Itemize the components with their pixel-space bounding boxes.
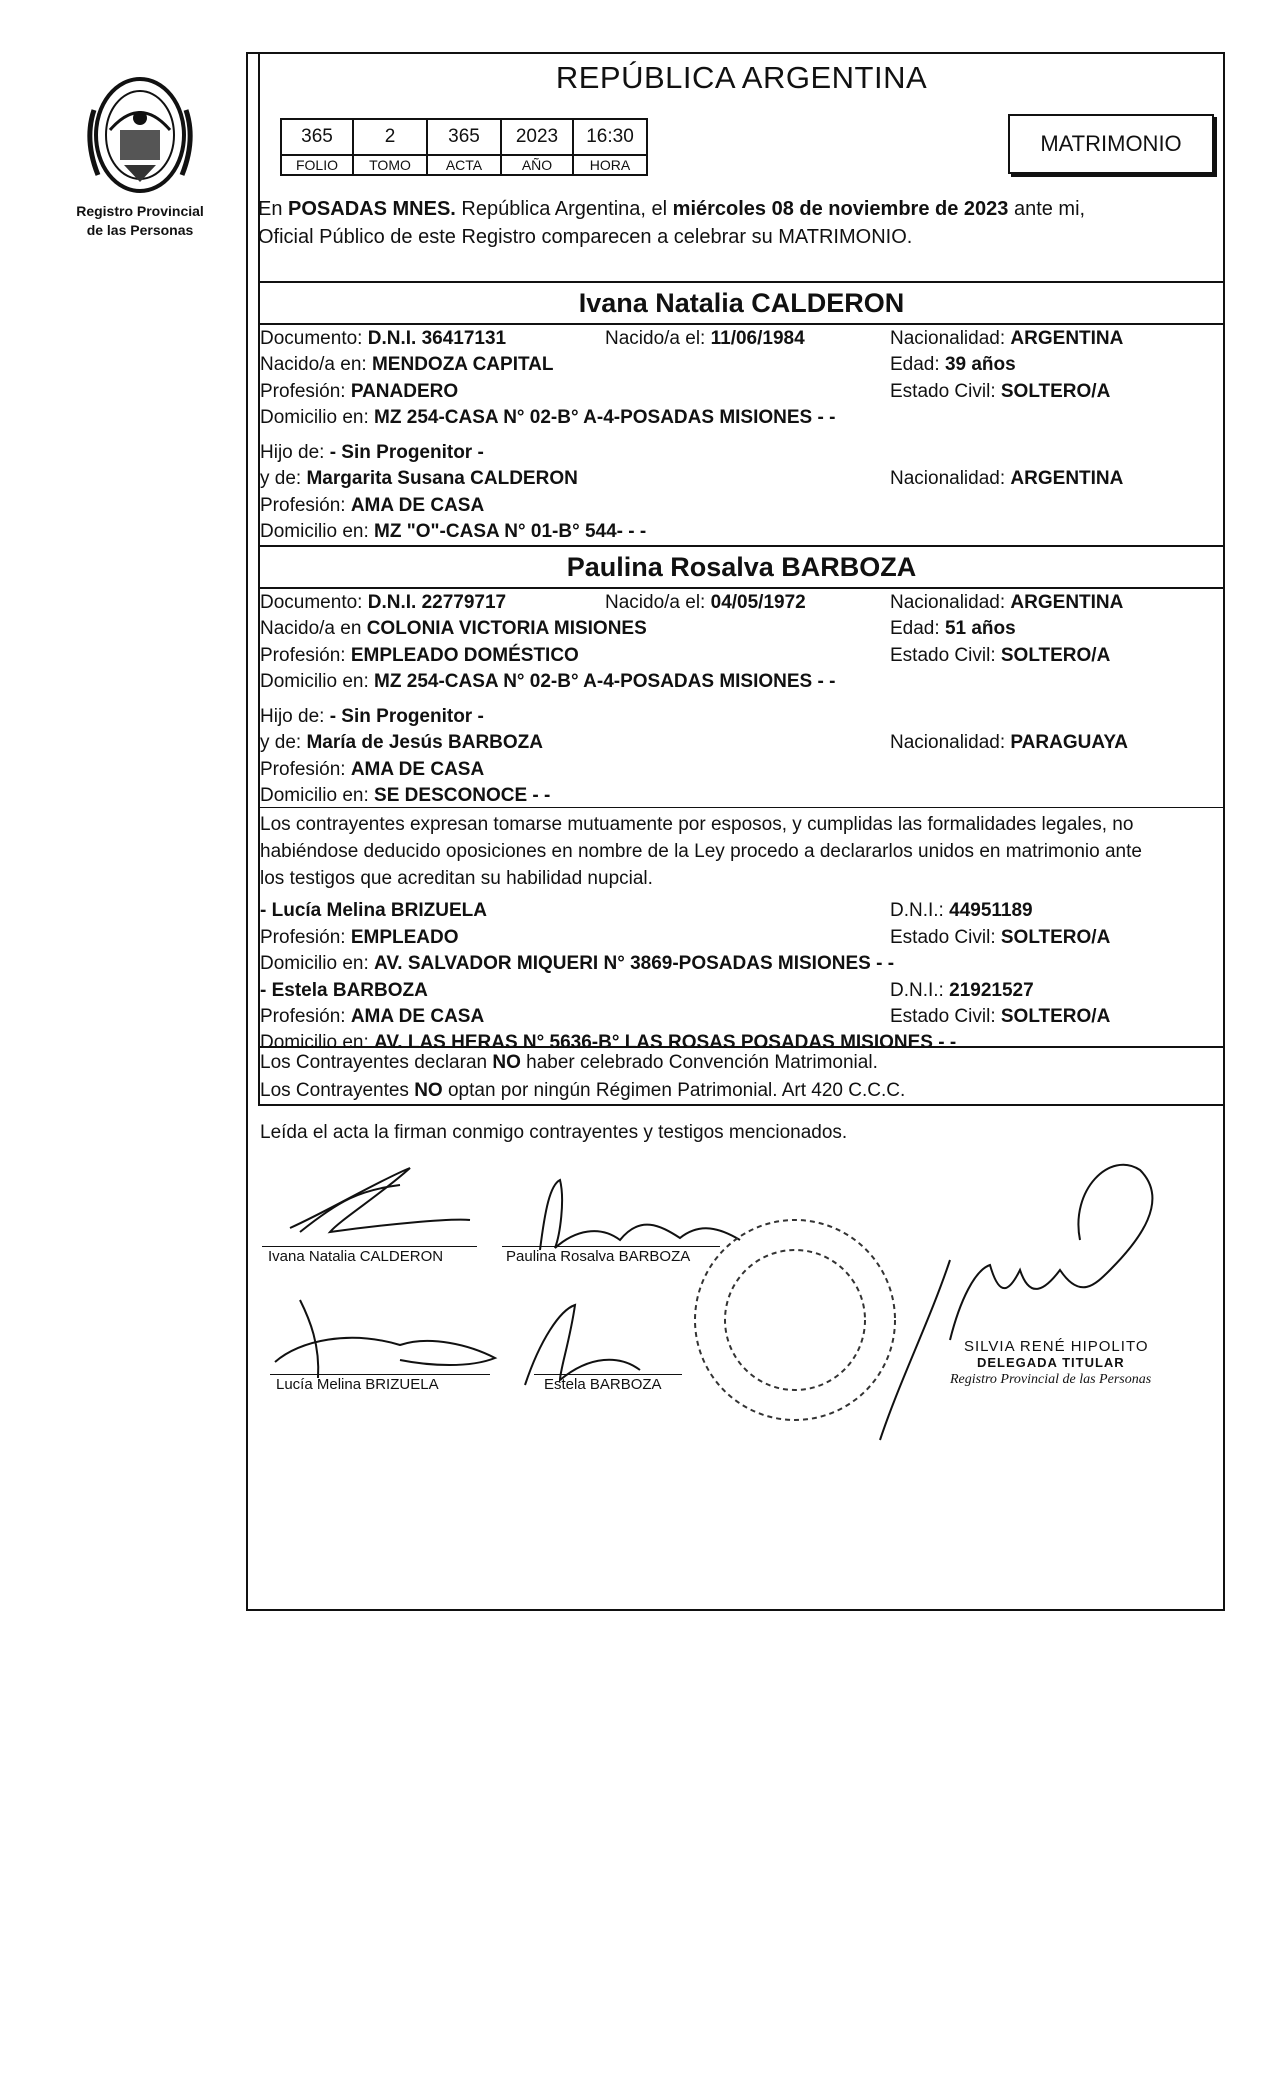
signature-label-1: Ivana Natalia CALDERON [268,1248,444,1265]
spouse1-nacido-en [260,354,554,376]
witness1-dni [890,900,1033,922]
spouse2-name: Paulina Rosalva BARBOZA [566,552,917,582]
record-type-box: MATRIMONIO [1008,114,1214,174]
witness2-name [260,980,428,1002]
label: Estado Civil: [890,381,1001,402]
divider [258,281,1225,283]
spouse2-nacionalidad [890,592,1123,614]
value: AV. LAS HERAS N° 5636-B° LAS ROSAS POSADAS MISIONES - - [374,1032,957,1053]
spouse1-domicilio [260,407,835,429]
intro-part-3: ante mi, [1008,198,1086,220]
value: COLONIA VICTORIA MISIONES [366,618,647,639]
spouse1-profesion [260,381,458,403]
label: Edad: [890,354,945,375]
signature-line [262,1246,477,1247]
label: Estado Civil: [890,1006,1001,1027]
value: MZ 254-CASA N° 02-B° A-4-POSADAS MISIONES - - [374,671,836,692]
acta-value: 365 [427,119,501,155]
label: Estado Civil: [890,927,1001,948]
spouse2-nacido-en [260,618,647,640]
label: Nacionalidad: [890,468,1011,489]
divider [258,546,1225,547]
label: Profesión: [260,495,351,516]
signature-line [270,1374,490,1375]
label: Domicilio en: [260,407,375,428]
registry-crest [60,70,220,238]
value: MZ "O"-CASA N° 01-B° 544- - - [374,521,647,542]
signature-label-2: Paulina Rosalva BARBOZA [506,1248,691,1265]
signature-label-4: Estela BARBOZA [544,1376,662,1393]
label: Documento: [260,592,368,613]
spouse1-name: Ivana Natalia CALDERON [578,288,905,318]
value: SE DESCONOCE - - [374,785,551,806]
spouse1-parent-domicilio [260,521,646,543]
registry-table [280,118,648,176]
label: Hijo de: [260,442,330,463]
spouse1-documento [260,328,506,350]
value: - Lucía Melina BRIZUELA [260,900,487,921]
spouse2-hijo [260,706,484,728]
value: 39 años [944,354,1016,375]
witness1-name [260,900,487,922]
witness1-domicilio [260,953,894,975]
label: Nacido/a el: [605,328,711,349]
signature-label-3: Lucía Melina BRIZUELA [276,1376,439,1393]
divider [258,807,1225,808]
value: ARGENTINA [1010,328,1124,349]
intro-text [258,195,1218,251]
value: SOLTERO/A [1000,645,1111,666]
value: - Sin Progenitor - [329,706,484,727]
declaration-line-1: Los contrayentes expresan tomarse mutuamente por esposos, y cumplidas las formalidades legales, no [260,814,1134,835]
text: haber celebrado Convención Matrimonial. [520,1052,878,1073]
crest-caption-1: Registro Provincial [76,203,204,219]
spouse2-edad [890,618,1016,640]
label: y de: [260,732,307,753]
divider [258,1104,1225,1106]
value: 21921527 [949,980,1034,1001]
signature-line [534,1374,682,1375]
spouse2-documento [260,592,506,614]
value: AMA DE CASA [350,759,485,780]
value: SOLTERO/A [1000,1006,1111,1027]
intro-place: POSADAS MNES. [288,198,456,220]
intro-line-2: Oficial Público de este Registro comparecen a celebrar su MATRIMONIO. [258,226,913,248]
label: Documento: [260,328,368,349]
text: Los Contrayentes declaran [260,1052,493,1073]
hora-value: 16:30 [573,119,647,155]
spouse1-estado [890,381,1110,403]
crest-caption-2: de las Personas [86,222,194,238]
label: Estado Civil: [890,645,1001,666]
official-name: SILVIA RENÉ HIPOLITO [964,1338,1149,1355]
label: Edad: [890,618,945,639]
spouse2-parent-nacionalidad [890,732,1128,754]
hora-label: HORA [573,155,647,175]
value: María de Jesús BARBOZA [306,732,543,753]
intro-part-1: En [258,198,289,220]
value: EMPLEADO DOMÉSTICO [350,645,579,666]
spouse2-profesion [260,645,579,667]
value: AMA DE CASA [350,495,485,516]
label: Profesión: [260,927,351,948]
label: y de: [260,468,307,489]
closing-text: Leída el acta la firman conmigo contrayentes y testigos mencionados. [260,1122,848,1143]
value: AV. SALVADOR MIQUERI N° 3869-POSADAS MISIONES - - [374,953,895,974]
text: optan por ningún Régimen Patrimonial. Art 420 C.C.C. [442,1080,906,1101]
label: Profesión: [260,645,351,666]
label: Domicilio en: [260,521,375,542]
value: - Estela BARBOZA [260,980,428,1001]
label: Domicilio en: [260,953,375,974]
text: Los Contrayentes [260,1080,415,1101]
label: D.N.I.: [890,900,950,921]
spouse1-hijo [260,442,484,464]
spouse2-parent-domicilio [260,785,550,807]
value: D.N.I. 36417131 [367,328,507,349]
tomo-value: 2 [353,119,427,155]
label: Domicilio en: [260,1032,375,1053]
spouse1-edad [890,354,1016,376]
spouse2-y-de [260,732,543,754]
label: Domicilio en: [260,671,375,692]
label: Profesión: [260,1006,351,1027]
label: Nacido/a en: [260,354,372,375]
folio-label: FOLIO [281,155,353,175]
witness2-domicilio [260,1032,956,1054]
tomo-label: TOMO [353,155,427,175]
value: PANADERO [350,381,459,402]
value: SOLTERO/A [1000,381,1111,402]
spouse1-y-de [260,468,578,490]
spouse1-nacido-el [605,328,805,350]
emphasis: NO [492,1052,521,1073]
spouse1-nacionalidad [890,328,1123,350]
folio-value: 365 [281,119,353,155]
witness2-estado [890,1006,1110,1028]
witness2-profesion [260,1006,484,1028]
label: Nacido/a en [260,618,367,639]
witness1-profesion [260,927,459,949]
spouse2-estado [890,645,1110,667]
signature-line [502,1246,720,1247]
emphasis: NO [414,1080,443,1101]
witness1-estado [890,927,1110,949]
value: Margarita Susana CALDERON [306,468,578,489]
value: ARGENTINA [1010,592,1124,613]
label: Nacionalidad: [890,732,1011,753]
witness2-dni [890,980,1034,1002]
convention-line-2 [260,1080,905,1102]
label: Nacionalidad: [890,592,1011,613]
value: 51 años [944,618,1016,639]
convention-line-1 [260,1052,878,1074]
divider [258,323,1225,325]
official-role: DELEGADA TITULAR [977,1355,1125,1370]
declaration-line-3: los testigos que acreditan su habilidad nupcial. [260,868,653,889]
spouse2-domicilio [260,671,835,693]
anio-value: 2023 [501,119,573,155]
label: D.N.I.: [890,980,950,1001]
declaration-line-2: habiéndose deducido oposiciones en nombre de la Ley procedo a declararlos unidos en matrimonio ante [260,841,1142,862]
spouse2-nacido-el [605,592,806,614]
crest-emblem-icon [80,70,200,200]
value: 11/06/1984 [710,328,805,349]
label: Profesión: [260,381,351,402]
label: Nacido/a el: [605,592,711,613]
value: EMPLEADO [350,927,459,948]
value: AMA DE CASA [350,1006,485,1027]
country-title: REPÚBLICA ARGENTINA [555,60,928,95]
intro-part-2: República Argentina, el [455,198,673,220]
label: Profesión: [260,759,351,780]
value: MENDOZA CAPITAL [371,354,554,375]
value: 44951189 [949,900,1033,921]
value: ARGENTINA [1010,468,1124,489]
acta-label: ACTA [427,155,501,175]
value: - Sin Progenitor - [329,442,484,463]
value: MZ 254-CASA N° 02-B° A-4-POSADAS MISIONES - - [374,407,836,428]
anio-label: AÑO [501,155,573,175]
spouse2-parent-profesion [260,759,484,781]
value: D.N.I. 22779717 [367,592,507,613]
label: Domicilio en: [260,785,375,806]
value: SOLTERO/A [1000,927,1111,948]
declaration-text [260,811,1220,892]
label: Nacionalidad: [890,328,1011,349]
spouse1-parent-nacionalidad [890,468,1123,490]
spouse1-parent-profesion [260,495,484,517]
value: PARAGUAYA [1010,732,1128,753]
divider [258,587,1225,589]
value: 04/05/1972 [710,592,806,613]
label: Hijo de: [260,706,330,727]
official-office: Registro Provincial de las Personas [950,1372,1152,1387]
intro-date: miércoles 08 de noviembre de 2023 [672,198,1009,220]
